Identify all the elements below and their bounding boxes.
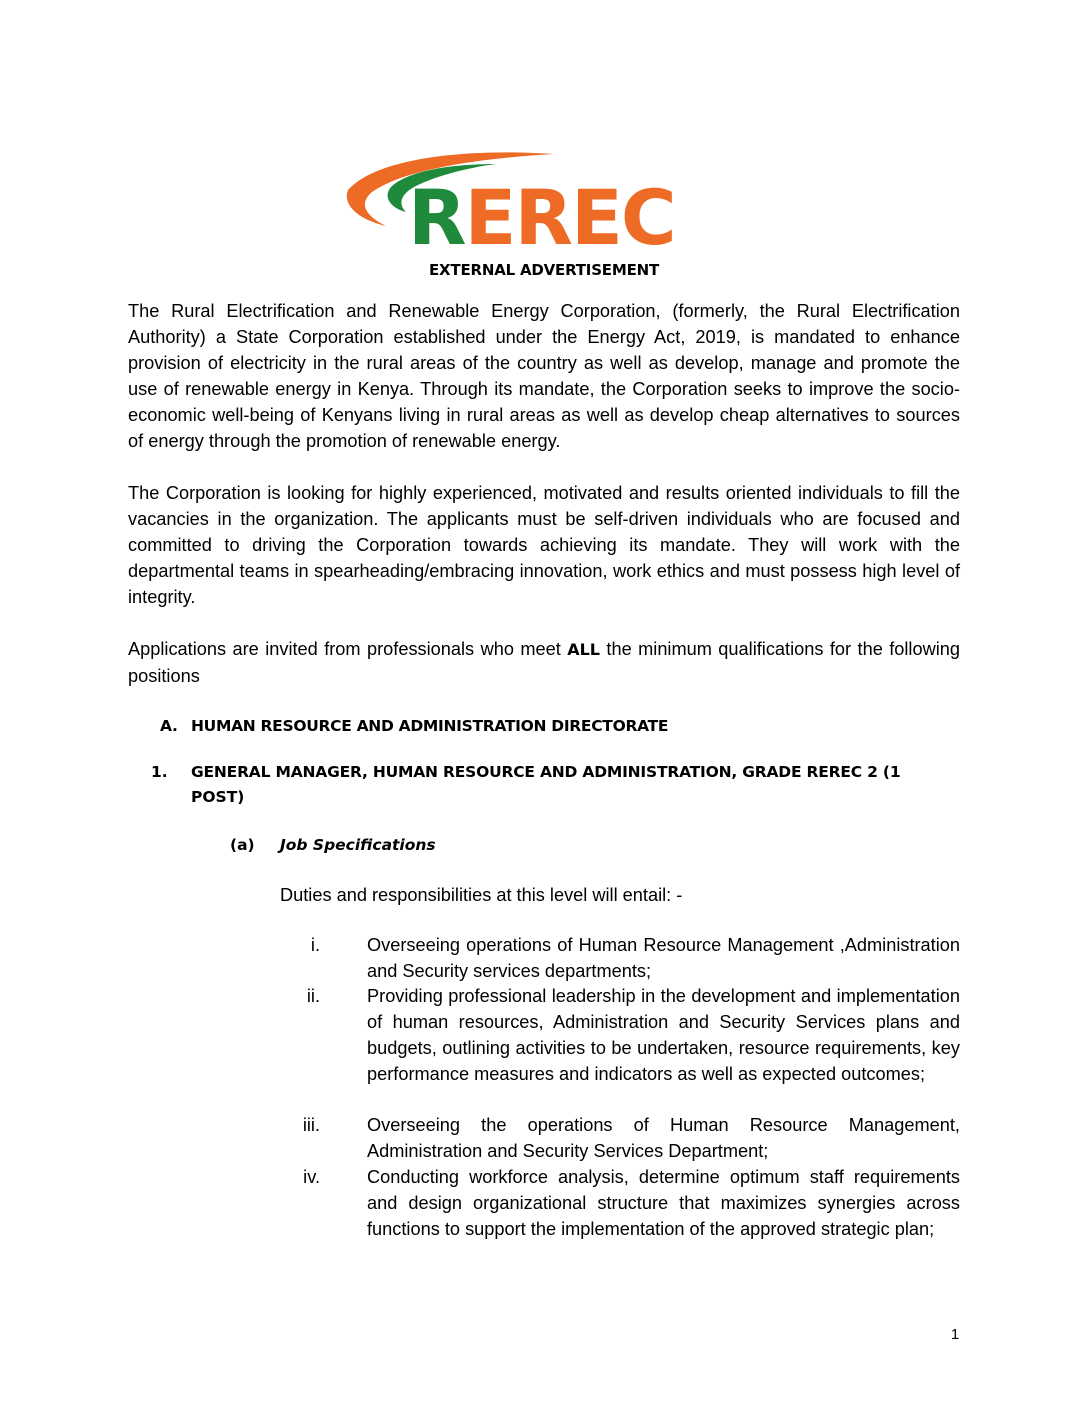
list-item-text: Overseeing operations of Human Resource Management ,Administration and Security services departments; xyxy=(367,935,960,981)
position-title-line1: GENERAL MANAGER, HUMAN RESOURCE AND ADMINISTRATION, GRADE REREC 2 (1 xyxy=(191,763,901,781)
intro-paragraph: The Rural Electrification and Renewable Energy Corporation, (formerly, the Rural Electrification Authority) a State Corporation established under the Energy Act, 2019, is mandated to enhance provision of electricity in the rural areas of the country as well as develop, manage and promote the use of renewable energy in Kenya. Through its mandate, the Corporation seeks to improve the socio-economic well-being of Kenyans living in rural areas as well as develop cheap alternatives to sources of energy through the promotion of renewable energy. xyxy=(128,301,960,451)
list-item-text: Providing professional leadership in the development and implementation of human resources, Administration and Security Services plans and budgets, outlining activities to be undertaken, resource requirements, key performance measures and indicators as well as expected outcomes; xyxy=(367,986,960,1084)
advertisement-heading: EXTERNAL ADVERTISEMENT xyxy=(429,261,659,279)
applications-text-after: the minimum qualifications for the following positions xyxy=(128,639,960,686)
applications-text-before: Applications are invited from professionals who meet xyxy=(128,639,568,659)
list-numeral: iv. xyxy=(303,1167,320,1187)
list-item-text: Overseeing the operations of Human Resource Management, Administration and Security Services Department; xyxy=(367,1115,960,1161)
subsection-marker: (a) xyxy=(230,836,255,854)
duties-intro: Duties and responsibilities at this level will entail: - xyxy=(280,885,683,905)
rerec-logo xyxy=(346,150,742,250)
list-item-text: Conducting workforce analysis, determine optimum staff requirements and design organizational structure that maximizes synergies across functions to support the implementation of the approved strategic plan; xyxy=(367,1167,960,1239)
page-number: 1 xyxy=(950,1326,960,1343)
position-title-line2: POST) xyxy=(191,788,245,806)
section-marker: A. xyxy=(160,717,178,735)
list-numeral: i. xyxy=(310,935,320,955)
position-number: 1. xyxy=(151,763,168,781)
applications-emphasis: ALL xyxy=(567,640,600,659)
subsection-title: Job Specifications xyxy=(280,836,436,854)
logo-wordmark: REREC xyxy=(408,173,675,250)
list-numeral: iii. xyxy=(302,1115,320,1135)
list-numeral: ii. xyxy=(306,986,320,1006)
applications-paragraph xyxy=(128,636,960,689)
second-paragraph: The Corporation is looking for highly experienced, motivated and results oriented individuals to fill the vacancies in the organization. The applicants must be self-driven individuals who are focused and committed to driving the Corporation towards achieving its mandate. They will work with the departmental teams in spearheading/embracing innovation, work ethics and must possess high level of integrity. xyxy=(128,483,960,607)
section-title: HUMAN RESOURCE AND ADMINISTRATION DIRECTORATE xyxy=(191,717,669,735)
